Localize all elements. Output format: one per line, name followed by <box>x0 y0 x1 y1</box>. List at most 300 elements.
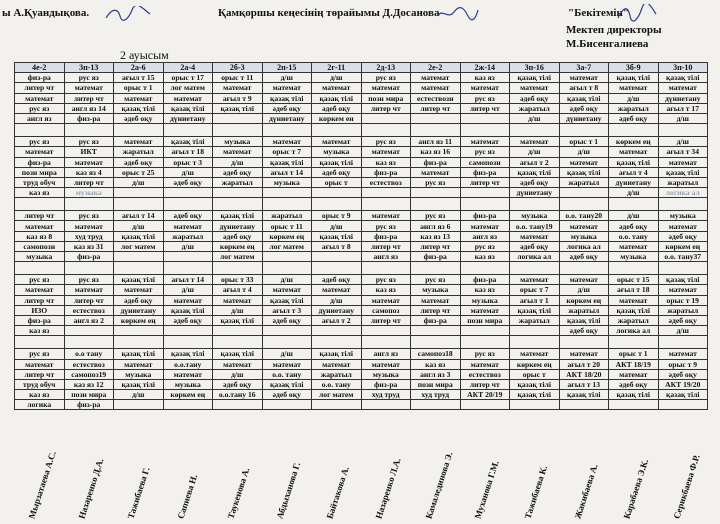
lesson-cell: жаратыл <box>559 305 609 315</box>
separator-cell <box>213 336 263 349</box>
lesson-cell: әдеб оқу <box>559 252 609 262</box>
lesson-cell: әдеб оқу <box>213 167 263 177</box>
lesson-cell: музыка <box>64 188 114 198</box>
lesson-cell: каз яз 16 <box>411 147 461 157</box>
lesson-cell <box>460 188 510 198</box>
lesson-cell: қазақ тілі <box>262 93 312 103</box>
lesson-cell: д/ш <box>609 211 659 221</box>
lesson-cell: физ-ра <box>411 252 461 262</box>
lesson-cell: каз яз <box>460 285 510 295</box>
lesson-cell <box>262 188 312 198</box>
separator-cell <box>312 198 362 211</box>
lesson-cell: математ <box>262 285 312 295</box>
lesson-cell: математ <box>163 369 213 379</box>
lesson-cell: литер чт <box>361 103 411 113</box>
lesson-cell: естествоз <box>460 369 510 379</box>
class-header-cell: 2а-4 <box>163 63 213 73</box>
lesson-cell: англ яз <box>361 252 411 262</box>
lesson-cell: музыка <box>15 252 65 262</box>
lesson-cell: физ-ра <box>411 315 461 325</box>
lesson-cell: о.о. тану <box>262 369 312 379</box>
lesson-cell: қазақ тілі <box>262 379 312 389</box>
lesson-cell: рус яз <box>411 211 461 221</box>
lesson-row <box>15 285 708 295</box>
lesson-cell: математ <box>213 83 263 93</box>
lesson-cell: д/ш <box>312 221 362 231</box>
lesson-cell: рус яз <box>460 93 510 103</box>
lesson-row <box>15 211 708 221</box>
lesson-cell: математ <box>361 359 411 369</box>
lesson-cell: рус яз <box>15 349 65 359</box>
lesson-cell: англ яз 6 <box>411 221 461 231</box>
lesson-cell: қазақ тілі <box>213 315 263 325</box>
lesson-cell: қазақ тілі <box>559 390 609 400</box>
lesson-cell: о.о. тану <box>609 231 659 241</box>
lesson-cell: ИЗО <box>15 305 65 315</box>
lesson-cell <box>411 113 461 123</box>
lesson-cell: каз яз <box>15 326 65 336</box>
lesson-cell: АКТ 18/20 <box>559 369 609 379</box>
lesson-cell: математ <box>15 147 65 157</box>
lesson-cell: орыс т 17 <box>163 73 213 83</box>
lesson-cell: математ <box>510 137 560 147</box>
lesson-cell: әдеб оқу <box>163 177 213 187</box>
lesson-cell: д/ш <box>510 113 560 123</box>
class-header-cell: 2ж-14 <box>460 63 510 73</box>
lesson-cell: рус яз <box>15 275 65 285</box>
separator-cell <box>609 336 659 349</box>
lesson-cell: қазақ тілі <box>114 349 164 359</box>
separator-cell <box>460 336 510 349</box>
separator-cell <box>114 262 164 275</box>
lesson-cell: коркем ен <box>312 113 362 123</box>
lesson-cell <box>609 400 659 410</box>
lesson-row <box>15 326 708 336</box>
separator-cell <box>460 262 510 275</box>
lesson-cell: қазақ тілі <box>114 103 164 113</box>
header-school: Мектеп директоры <box>566 24 662 36</box>
separator-cell <box>213 124 263 137</box>
lesson-cell <box>460 400 510 410</box>
lesson-cell: литер чт <box>64 295 114 305</box>
signature-right <box>616 4 658 22</box>
lesson-cell: математ <box>510 231 560 241</box>
lesson-cell: литер чт <box>361 315 411 325</box>
lesson-cell: рус яз <box>64 137 114 147</box>
lesson-cell: қазақ тілі <box>609 157 659 167</box>
lesson-cell: самопоз <box>361 305 411 315</box>
lesson-cell: естествоз <box>64 359 114 369</box>
separator-cell <box>460 198 510 211</box>
separator-cell <box>609 198 659 211</box>
lesson-row <box>15 305 708 315</box>
lesson-cell: қазақ тілі <box>213 103 263 113</box>
lesson-cell: математ <box>559 275 609 285</box>
lesson-cell: әдеб оқу <box>609 379 659 389</box>
lesson-cell <box>114 400 164 410</box>
lesson-cell: әдеб оқу <box>312 103 362 113</box>
lesson-cell: әдеб оқу <box>312 167 362 177</box>
lesson-cell: о.о тану <box>64 349 114 359</box>
lesson-cell: самопоз19 <box>64 369 114 379</box>
teacher-names <box>14 414 708 522</box>
lesson-cell: математ <box>361 147 411 157</box>
lesson-cell: жаратыл <box>609 315 659 325</box>
lesson-cell: әдеб оқу <box>213 231 263 241</box>
lesson-cell <box>213 188 263 198</box>
lesson-cell: д/ш <box>213 369 263 379</box>
lesson-cell: АКТ 19/20 <box>658 379 708 389</box>
lesson-cell: математ <box>658 83 708 93</box>
lesson-cell: ағыл т 4 <box>213 285 263 295</box>
lesson-cell: орыс т 1 <box>114 83 164 93</box>
lesson-row <box>15 241 708 251</box>
lesson-cell: жаратыл <box>658 177 708 187</box>
lesson-cell: литер чт <box>460 177 510 187</box>
lesson-cell: логика <box>15 400 65 410</box>
lesson-cell: көркем ең <box>262 231 312 241</box>
class-header-cell: 3п-16 <box>510 63 560 73</box>
lesson-row <box>15 188 708 198</box>
signature-center <box>436 6 480 22</box>
lesson-cell: ағыл т 2 <box>312 315 362 325</box>
lesson-cell: әдеб оқу <box>510 93 560 103</box>
lesson-cell: математ <box>609 369 659 379</box>
lesson-cell: қазақ тілі <box>312 157 362 167</box>
lesson-cell <box>361 188 411 198</box>
lesson-cell: д/ш <box>262 349 312 359</box>
lesson-cell <box>411 326 461 336</box>
teacher-name: Байтакова А. <box>324 465 351 520</box>
lesson-cell: орыс т 7 <box>510 285 560 295</box>
lesson-cell: дүниетану <box>312 305 362 315</box>
lesson-cell: самопозн <box>15 241 65 251</box>
separator-cell <box>213 198 263 211</box>
lesson-cell: рус яз <box>361 137 411 147</box>
lesson-cell <box>114 252 164 262</box>
lesson-cell: о.о. тану37 <box>658 252 708 262</box>
lesson-cell: рус яз <box>460 349 510 359</box>
lesson-cell: жаратыл <box>609 103 659 113</box>
lesson-cell: физ-ра <box>460 167 510 177</box>
lesson-cell: математ <box>658 221 708 231</box>
lesson-cell: орыс т 3 <box>163 157 213 167</box>
lesson-cell: каз яз 4 <box>64 167 114 177</box>
lesson-cell: әдеб оқу <box>510 241 560 251</box>
class-header-cell: 2д-13 <box>361 63 411 73</box>
lesson-cell: рус яз <box>15 103 65 113</box>
lesson-cell: математ <box>559 221 609 231</box>
lesson-cell: қазақ тілі <box>559 315 609 325</box>
lesson-cell: худ труд <box>411 390 461 400</box>
lesson-cell: англ яз <box>15 113 65 123</box>
lesson-cell: логика ал <box>510 252 560 262</box>
lesson-cell: лог матем <box>114 241 164 251</box>
lesson-cell <box>361 113 411 123</box>
lesson-cell: қазақ тілі <box>213 349 263 359</box>
lesson-cell: дүниетану <box>213 221 263 231</box>
lesson-cell: орыс т 15 <box>609 275 659 285</box>
separator-cell <box>361 262 411 275</box>
lesson-cell: логика ал <box>658 188 708 198</box>
lesson-cell: позн мира <box>361 93 411 103</box>
lesson-cell: қазақ тілі <box>609 305 659 315</box>
lesson-cell: жаратыл <box>262 211 312 221</box>
lesson-cell: д/ш <box>213 157 263 167</box>
separator-cell <box>64 198 114 211</box>
lesson-cell: математ <box>114 93 164 103</box>
lesson-cell: жаратыл <box>114 147 164 157</box>
teacher-name: Серикбаева Ф.Р. <box>671 453 702 520</box>
lesson-cell: математ <box>609 83 659 93</box>
lesson-cell: д/ш <box>559 147 609 157</box>
lesson-cell: худ труд <box>361 390 411 400</box>
lesson-cell: математ <box>163 295 213 305</box>
lesson-cell: д/ш <box>213 305 263 315</box>
lesson-cell: музыка <box>163 379 213 389</box>
lesson-cell: математ <box>658 157 708 167</box>
lesson-cell: физ-ра <box>64 113 114 123</box>
lesson-cell <box>213 113 263 123</box>
lesson-cell: математ <box>609 241 659 251</box>
class-header-cell: 3а-7 <box>559 63 609 73</box>
teacher-name: Карабаева Э.К. <box>621 457 651 520</box>
lesson-cell: қазақ тілі <box>609 73 659 83</box>
separator-cell <box>411 198 461 211</box>
lesson-cell: әдеб оқу <box>658 369 708 379</box>
lesson-cell: көркем ең <box>609 137 659 147</box>
lesson-cell: музыка <box>411 285 461 295</box>
lesson-cell <box>312 400 362 410</box>
lesson-cell: музыка <box>609 252 659 262</box>
lesson-cell <box>163 252 213 262</box>
lesson-cell: математ <box>361 295 411 305</box>
lesson-cell: әдеб оқу <box>262 390 312 400</box>
lesson-cell: әдеб оқу <box>658 315 708 325</box>
lesson-cell: әдеб оқу <box>114 113 164 123</box>
lesson-cell: ағыл т 34 <box>658 147 708 157</box>
lesson-cell: рус яз <box>460 241 510 251</box>
lesson-cell <box>64 326 114 336</box>
lesson-cell: англ яз 3 <box>411 369 461 379</box>
lesson-cell: ИКТ <box>64 147 114 157</box>
lesson-cell: ағыл т 3 <box>262 305 312 315</box>
lesson-cell: ағыл т 9 <box>213 93 263 103</box>
lesson-cell <box>658 400 708 410</box>
lesson-cell <box>262 400 312 410</box>
lesson-cell <box>361 326 411 336</box>
lesson-cell: қазақ тілі <box>163 305 213 315</box>
lesson-cell <box>312 188 362 198</box>
lesson-cell: қазақ тілі <box>658 275 708 285</box>
lesson-cell: орыс т 19 <box>658 295 708 305</box>
lesson-cell: д/ш <box>114 390 164 400</box>
lesson-cell: математ <box>262 137 312 147</box>
lesson-cell: қазақ тілі <box>163 103 213 113</box>
lesson-cell: д/ш <box>658 326 708 336</box>
lesson-cell: ағыл т 20 <box>559 359 609 369</box>
lesson-cell: математ <box>609 147 659 157</box>
lesson-cell: жаратыл <box>658 305 708 315</box>
lesson-cell: математ <box>213 295 263 305</box>
lesson-cell: музыка <box>559 231 609 241</box>
lesson-cell: ағыл т 17 <box>658 103 708 113</box>
teacher-name: Назаренко Л.А. <box>373 456 403 520</box>
teacher-name: Сапиева Н. <box>175 473 200 520</box>
lesson-cell: ағыл т 14 <box>163 275 213 285</box>
lesson-cell: математ <box>262 359 312 369</box>
lesson-cell: орыс т 7 <box>262 147 312 157</box>
lesson-cell: музыка <box>312 147 362 157</box>
separator-cell <box>510 336 560 349</box>
lesson-cell: әдеб оқу <box>559 326 609 336</box>
lesson-cell: математ <box>64 221 114 231</box>
lesson-cell: каз яз 8 <box>15 231 65 241</box>
lesson-cell: математ <box>658 285 708 295</box>
lesson-cell: труд обуч <box>15 379 65 389</box>
lesson-cell: англ яз <box>460 231 510 241</box>
lesson-cell: позн мира <box>460 315 510 325</box>
lesson-cell: ағыл т 13 <box>559 379 609 389</box>
lesson-cell: логика ал <box>609 326 659 336</box>
lesson-cell: д/ш <box>163 241 213 251</box>
lesson-cell: қазақ тілі <box>510 73 560 83</box>
class-header-cell: 2е-2 <box>411 63 461 73</box>
lesson-cell: физ-ра <box>15 315 65 325</box>
lesson-cell <box>163 326 213 336</box>
lesson-cell: орыс т 33 <box>213 275 263 285</box>
teacher-name: Тажибаева К. <box>522 464 550 520</box>
lesson-cell <box>411 188 461 198</box>
lesson-cell: о.о.тану <box>163 359 213 369</box>
lesson-cell: литер чт <box>411 305 461 315</box>
lesson-row <box>15 83 708 93</box>
class-header-cell: 2б-3 <box>213 63 263 73</box>
separator-cell <box>361 198 411 211</box>
lesson-cell: қазақ тілі <box>510 167 560 177</box>
lesson-cell: каз яз <box>361 157 411 167</box>
separator-cell <box>114 336 164 349</box>
lesson-cell: математ <box>411 295 461 305</box>
lesson-cell: әдеб оқу <box>609 113 659 123</box>
lesson-cell <box>312 326 362 336</box>
lesson-cell: математ <box>510 83 560 93</box>
lesson-cell: орыс т 11 <box>262 221 312 231</box>
lesson-cell: математ <box>559 73 609 83</box>
lesson-cell: рус яз <box>361 275 411 285</box>
lesson-cell: көркем ең <box>559 295 609 305</box>
lesson-cell: қазақ тілі <box>163 137 213 147</box>
lesson-cell: лог матем <box>163 83 213 93</box>
lesson-cell: ағыл т 18 <box>163 147 213 157</box>
day-separator-row <box>15 262 708 275</box>
lesson-cell: литер чт <box>64 177 114 187</box>
lesson-cell <box>361 400 411 410</box>
lesson-cell: о.о.тану 16 <box>213 390 263 400</box>
teacher-name: Таукенова А. <box>225 466 251 520</box>
separator-cell <box>15 124 65 137</box>
class-header-cell: 4е-2 <box>15 63 65 73</box>
lesson-cell: д/ш <box>609 93 659 103</box>
lesson-cell: қазақ тілі <box>559 93 609 103</box>
lesson-cell: математ <box>163 221 213 231</box>
separator-cell <box>163 262 213 275</box>
separator-cell <box>312 336 362 349</box>
lesson-cell: англ яз 14 <box>64 103 114 113</box>
header-director: М.Бисенгалиева <box>566 38 649 50</box>
separator-cell <box>411 124 461 137</box>
class-header-cell: 3б-9 <box>609 63 659 73</box>
lesson-cell: қазақ тілі <box>658 73 708 83</box>
lesson-row <box>15 400 708 410</box>
lesson-cell: қазақ тілі <box>114 231 164 241</box>
lesson-cell: рус яз <box>411 177 461 187</box>
separator-cell <box>163 336 213 349</box>
separator-cell <box>411 336 461 349</box>
lesson-cell: дүниетану <box>163 113 213 123</box>
lesson-cell: орыс т 11 <box>213 73 263 83</box>
lesson-cell: орыс т 9 <box>312 211 362 221</box>
separator-cell <box>163 124 213 137</box>
lesson-cell: д/ш <box>658 113 708 123</box>
separator-cell <box>114 198 164 211</box>
separator-cell <box>609 124 659 137</box>
teacher-name: Тажибаева Г. <box>125 465 152 520</box>
lesson-cell <box>460 113 510 123</box>
lesson-cell: әдеб оқу <box>163 315 213 325</box>
lesson-cell: дүниетану <box>114 305 164 315</box>
teacher-name: Камалединова Э. <box>423 450 455 520</box>
lesson-cell: естествоз <box>361 177 411 187</box>
lesson-cell: физ-ра <box>460 275 510 285</box>
lesson-cell: жаратыл <box>510 315 560 325</box>
lesson-cell: литер чт <box>15 211 65 221</box>
teacher-name: Жакибаева А. <box>572 462 600 520</box>
lesson-cell: д/ш <box>114 221 164 231</box>
lesson-cell: математ <box>460 305 510 315</box>
lesson-row <box>15 221 708 231</box>
lesson-cell: математ <box>114 137 164 147</box>
lesson-cell: қазақ тілі <box>312 231 362 241</box>
lesson-cell: физ-ра <box>361 167 411 177</box>
lesson-cell: позн мира <box>411 379 461 389</box>
lesson-cell: математ <box>213 359 263 369</box>
lesson-cell: математ <box>361 83 411 93</box>
lesson-cell: музыка <box>213 137 263 147</box>
lesson-cell: қазақ тілі <box>609 390 659 400</box>
lesson-cell: математ <box>64 157 114 167</box>
teacher-name: Абдыханова Г. <box>274 460 303 520</box>
lesson-cell: рус яз <box>361 221 411 231</box>
lesson-cell <box>510 400 560 410</box>
lesson-row <box>15 167 708 177</box>
lesson-cell: ағыл т 15 <box>114 73 164 83</box>
schedule-table <box>14 62 708 410</box>
lesson-row <box>15 369 708 379</box>
lesson-cell: математ <box>460 221 510 231</box>
lesson-cell: әдеб оқу <box>114 157 164 167</box>
lesson-cell: д/ш <box>312 295 362 305</box>
lesson-cell: лог матем <box>262 241 312 251</box>
lesson-cell: жаратыл <box>510 103 560 113</box>
lesson-cell: физ-ра <box>64 252 114 262</box>
lesson-cell: қазақ тілі <box>262 295 312 305</box>
lesson-cell: ағыл т 14 <box>262 167 312 177</box>
lesson-cell: ағыл т 8 <box>312 241 362 251</box>
separator-cell <box>15 262 65 275</box>
day-separator-row <box>15 336 708 349</box>
lesson-cell: қазақ тілі <box>510 390 560 400</box>
